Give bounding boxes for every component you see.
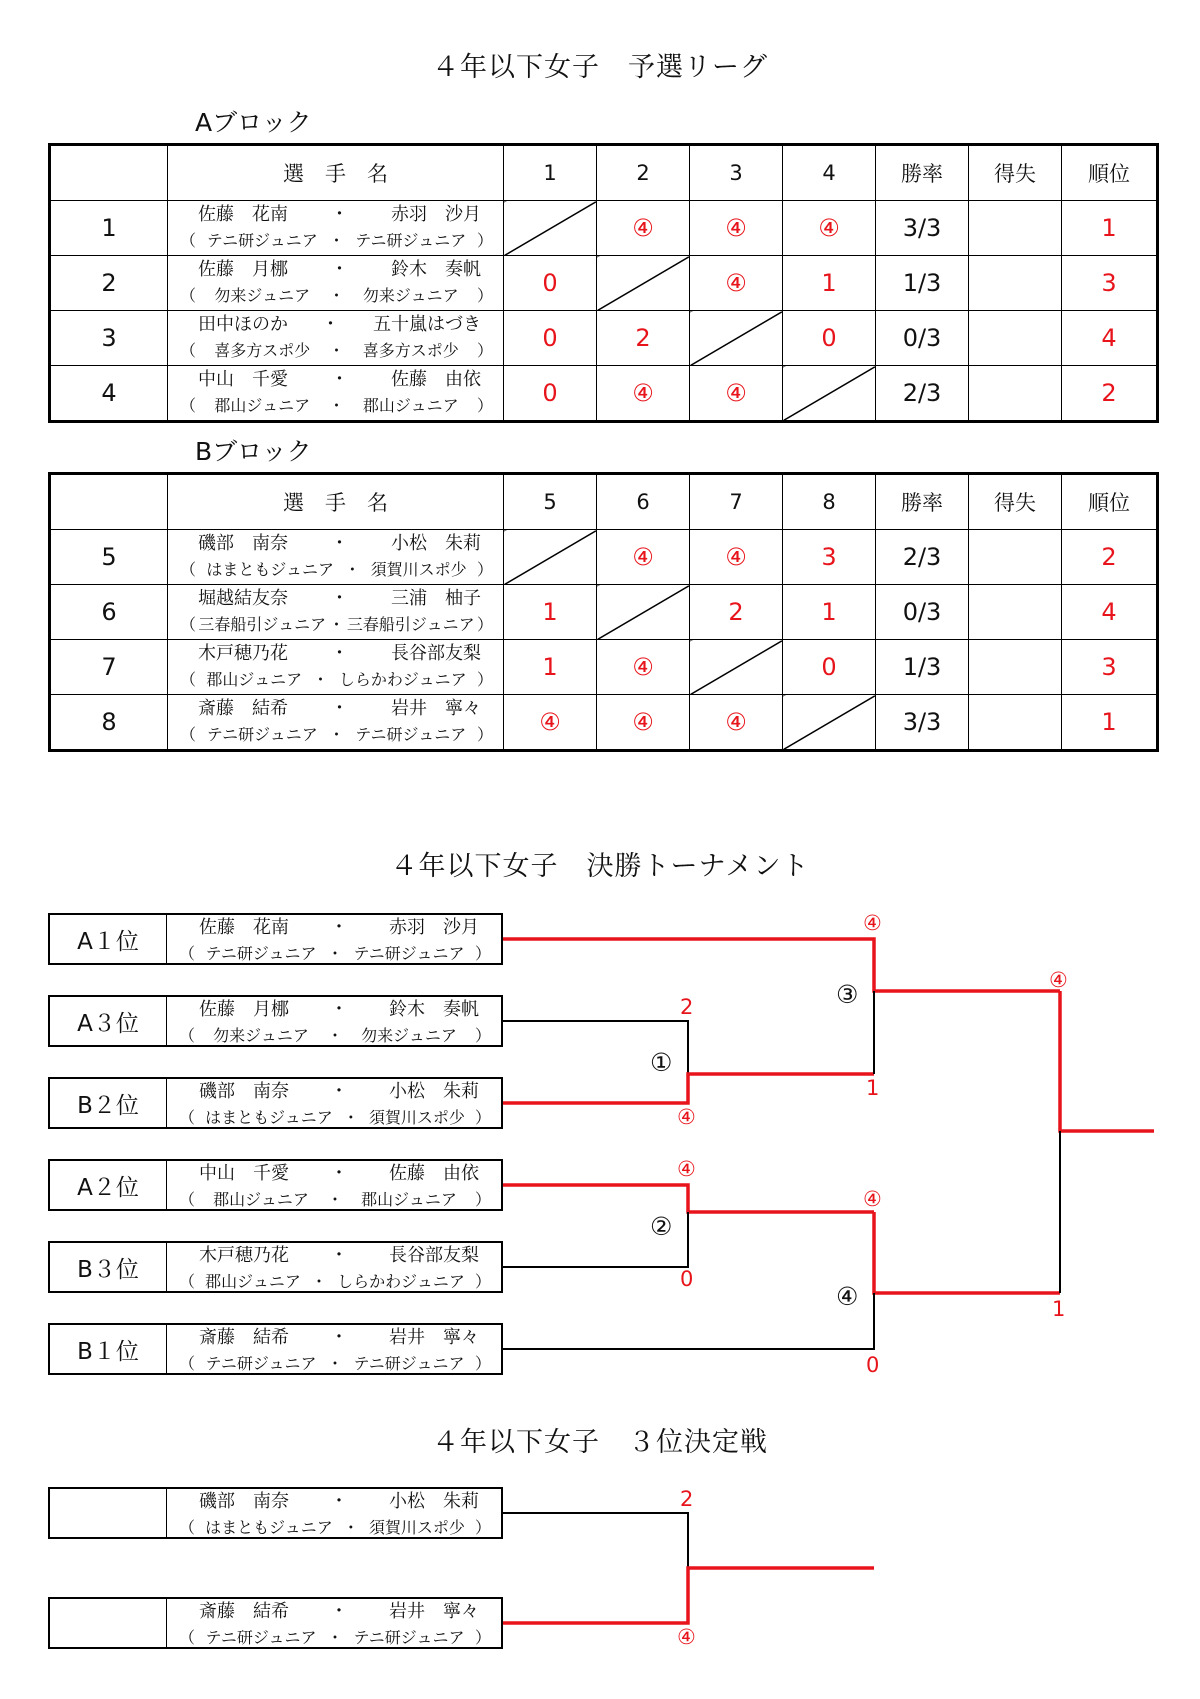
bracket-line (503, 1293, 874, 1349)
player-name: 鈴木 奏帆 (391, 259, 481, 280)
match-number: ② (650, 1212, 673, 1241)
match-score: 1 (1052, 1297, 1066, 1321)
score-cell: ④ (597, 695, 690, 751)
header-points: 得失 (969, 474, 1062, 530)
dot-separator: ・ (328, 231, 345, 250)
dot-separator: ・ (326, 1026, 343, 1045)
dot-separator: ・ (328, 396, 345, 415)
paren-open: （ (180, 725, 197, 744)
player-name: 中山 千愛 (198, 369, 288, 390)
team-name: 喜多方スポ少 (362, 341, 459, 360)
header-win-rate: 勝率 (876, 145, 969, 201)
match-number: ③ (836, 980, 859, 1009)
player-name: 小松 朱莉 (391, 533, 481, 554)
match-score: ④ (677, 1157, 696, 1181)
third-place-entry (48, 1487, 503, 1539)
win-rate-cell: 0/3 (876, 585, 969, 640)
row-no: 3 (50, 311, 168, 366)
paren-close: ） (474, 944, 491, 963)
paren-open: （ (180, 286, 197, 305)
paren-close: ） (476, 396, 493, 415)
team-name: テニ研ジュニア (353, 1354, 465, 1373)
row-no: 6 (50, 585, 168, 640)
team-name: 須賀川スポ少 (368, 1108, 465, 1127)
dot-separator: ・ (330, 204, 349, 225)
team-name: テニ研ジュニア (353, 944, 465, 963)
seed-label: A１位 (50, 915, 167, 963)
dot-separator: ・ (312, 670, 329, 689)
player-name: 佐藤 花南 (199, 917, 289, 938)
team-name: テニ研ジュニア (353, 1628, 465, 1647)
league-title: ４年以下女子 予選リーグ (432, 52, 768, 83)
paren-close: ） (476, 560, 493, 579)
team-name: 郡山ジュニア (361, 1190, 457, 1209)
score-cell: 0 (504, 366, 597, 422)
dot-separator: ・ (342, 1108, 359, 1127)
header-win-rate: 勝率 (876, 474, 969, 530)
rank-cell: 1 (1062, 201, 1158, 256)
score-cell: ④ (597, 640, 690, 695)
row-no: 7 (50, 640, 168, 695)
team-name: しらかわジュニア (338, 670, 467, 689)
player-name: 小松 朱莉 (389, 1081, 479, 1102)
dot-separator: ・ (330, 643, 349, 664)
tournament-title: ４年以下女子 決勝トーナメント (390, 851, 810, 882)
header-name: 選 手 名 (168, 474, 504, 530)
score-cell: ④ (690, 530, 783, 585)
dot-separator: ・ (330, 369, 349, 390)
match-number: ④ (836, 1282, 859, 1311)
dot-separator: ・ (328, 725, 345, 744)
team-name: 郡山ジュニア (213, 1190, 309, 1209)
team-name: テニ研ジュニア (355, 725, 467, 744)
match-score: ④ (1049, 968, 1068, 992)
player-name: 赤羽 沙月 (389, 917, 479, 938)
paren-close: ） (474, 1026, 491, 1045)
header-col: 7 (690, 474, 783, 530)
player-name: 木戸穂乃花 (198, 643, 288, 664)
header-points: 得失 (969, 145, 1062, 201)
row-no: 8 (50, 695, 168, 751)
score-cell: 1 (783, 256, 876, 311)
team-name: テニ研ジュニア (206, 231, 318, 250)
team-name: テニ研ジュニア (205, 1628, 317, 1647)
team-name: テニ研ジュニア (206, 725, 318, 744)
dot-separator: ・ (326, 1354, 343, 1373)
rank-cell: 1 (1062, 695, 1158, 751)
paren-close: ） (476, 725, 493, 744)
paren-open: （ (179, 1108, 196, 1127)
paren-close: ） (476, 670, 493, 689)
dot-separator: ・ (330, 1245, 348, 1266)
row-no: 1 (50, 201, 168, 256)
team-name: はまともジュニア (205, 1518, 333, 1537)
player-name: 斎藤 結希 (198, 698, 288, 719)
dot-separator: ・ (330, 698, 349, 719)
row-no: 2 (50, 256, 168, 311)
header-col: 6 (597, 474, 690, 530)
player-name: 小松 朱莉 (389, 1491, 479, 1512)
paren-close: ） (474, 1354, 491, 1373)
bracket-win-line (874, 1212, 1060, 1293)
seed-label: B２位 (50, 1079, 167, 1127)
player-name: 五十嵐はづき (373, 314, 481, 335)
win-rate-cell: 1/3 (876, 256, 969, 311)
dot-separator: ・ (330, 1163, 348, 1184)
win-rate-cell: 3/3 (876, 695, 969, 751)
team-name: はまともジュニア (206, 560, 335, 579)
player-name: 佐藤 花南 (198, 204, 288, 225)
score-cell: 0 (504, 311, 597, 366)
bracket-line (503, 1513, 688, 1568)
paren-open: （ (179, 1190, 196, 1209)
seed-label (50, 1489, 167, 1537)
team-name: 郡山ジュニア (214, 396, 311, 415)
match-score: 2 (680, 1487, 694, 1511)
paren-close: ） (474, 1190, 491, 1209)
seed-label (50, 1599, 167, 1647)
score-cell: ④ (690, 695, 783, 751)
paren-close: ） (476, 615, 493, 634)
dot-separator: ・ (310, 1272, 327, 1291)
player-name: 岩井 寧々 (391, 698, 481, 719)
paren-open: （ (180, 615, 197, 634)
dot-separator: ・ (330, 588, 349, 609)
paren-close: ） (476, 286, 493, 305)
score-cell: ④ (690, 366, 783, 422)
paren-open: （ (179, 944, 196, 963)
player-name: 佐藤 月梛 (199, 999, 289, 1020)
score-cell: 1 (504, 640, 597, 695)
row-no: 5 (50, 530, 168, 585)
third-place-entry (48, 1597, 503, 1649)
paren-close: ） (476, 231, 493, 250)
block-a-label: Aブロック (195, 108, 312, 137)
bracket-win-line (503, 1074, 874, 1103)
header-col: 4 (783, 145, 876, 201)
paren-open: （ (180, 670, 197, 689)
team-name: テニ研ジュニア (205, 1354, 317, 1373)
player-name: 堀越結友奈 (198, 588, 288, 609)
team-name: 勿来ジュニア (362, 286, 459, 305)
score-cell: 0 (783, 640, 876, 695)
paren-open: （ (180, 231, 197, 250)
team-name: 勿来ジュニア (361, 1026, 457, 1045)
score-cell: 2 (597, 311, 690, 366)
team-name: 須賀川スポ少 (368, 1518, 465, 1537)
paren-close: ） (474, 1272, 491, 1291)
rank-cell: 2 (1062, 366, 1158, 422)
match-score: ④ (677, 1105, 696, 1129)
dot-separator: ・ (330, 917, 348, 938)
header-col: 5 (504, 474, 597, 530)
team-name: 勿来ジュニア (214, 286, 311, 305)
player-name: 岩井 寧々 (389, 1601, 479, 1622)
paren-open: （ (180, 560, 197, 579)
header-col: 8 (783, 474, 876, 530)
rank-cell: 3 (1062, 640, 1158, 695)
paren-open: （ (179, 1518, 196, 1537)
team-name: テニ研ジュニア (355, 231, 467, 250)
score-cell: ④ (597, 530, 690, 585)
seed-label: B３位 (50, 1243, 167, 1291)
paren-close: ） (474, 1108, 491, 1127)
paren-close: ） (474, 1628, 491, 1647)
bracket-win-line (1060, 991, 1154, 1131)
win-rate-cell: 0/3 (876, 311, 969, 366)
dot-separator: ・ (326, 1628, 343, 1647)
player-name: 佐藤 由依 (389, 1163, 479, 1184)
team-name: テニ研ジュニア (205, 944, 317, 963)
bracket-win-line (503, 1568, 874, 1623)
player-name: 磯部 南奈 (199, 1491, 289, 1512)
match-score: 2 (680, 995, 694, 1019)
header-rank: 順位 (1062, 145, 1158, 201)
score-cell: 0 (783, 311, 876, 366)
dot-separator: ・ (326, 944, 343, 963)
match-score: 0 (680, 1267, 694, 1291)
win-rate-cell: 3/3 (876, 201, 969, 256)
dot-separator: ・ (330, 1601, 348, 1622)
win-rate-cell: 2/3 (876, 366, 969, 422)
block-b-label: Bブロック (195, 437, 312, 466)
player-name: 赤羽 沙月 (391, 204, 481, 225)
team-name: 喜多方スポ少 (214, 341, 311, 360)
team-name: しらかわジュニア (337, 1272, 465, 1291)
pair-cell (167, 1599, 501, 1647)
player-name: 岩井 寧々 (389, 1327, 479, 1348)
seed-label: A２位 (50, 1161, 167, 1209)
header-name: 選 手 名 (168, 145, 504, 201)
team-name: 郡山ジュニア (206, 670, 303, 689)
header-col: 2 (597, 145, 690, 201)
player-name: 磯部 南奈 (198, 533, 288, 554)
match-number: ① (650, 1048, 673, 1077)
player-name: 中山 千愛 (199, 1163, 289, 1184)
dot-separator: ・ (330, 999, 348, 1020)
row-no: 4 (50, 366, 168, 422)
third-place-title: ４年以下女子 ３位決定戦 (432, 1427, 768, 1458)
win-rate-cell: 2/3 (876, 530, 969, 585)
score-cell: ④ (597, 201, 690, 256)
rank-cell: 4 (1062, 585, 1158, 640)
team-name: 勿来ジュニア (213, 1026, 309, 1045)
player-name: 佐藤 月梛 (198, 259, 288, 280)
player-name: 木戸穂乃花 (199, 1245, 289, 1266)
score-cell: ④ (504, 695, 597, 751)
dot-separator: ・ (330, 1491, 348, 1512)
header-col: 1 (504, 145, 597, 201)
player-name: 斎藤 結希 (199, 1601, 289, 1622)
dot-separator: ・ (330, 1327, 348, 1348)
team-name: はまともジュニア (205, 1108, 333, 1127)
player-name: 斎藤 結希 (199, 1327, 289, 1348)
player-name: 長谷部友梨 (389, 1245, 479, 1266)
dot-separator: ・ (330, 533, 349, 554)
paren-open: （ (179, 1272, 196, 1291)
paren-open: （ (179, 1628, 196, 1647)
score-cell: 1 (783, 585, 876, 640)
team-name: 郡山ジュニア (205, 1272, 301, 1291)
player-name: 三浦 柚子 (391, 588, 481, 609)
dot-separator: ・ (328, 341, 345, 360)
score-cell: ④ (690, 201, 783, 256)
bracket-win-line (503, 1185, 874, 1212)
dot-separator: ・ (328, 286, 345, 305)
rank-cell: 2 (1062, 530, 1158, 585)
match-score: ④ (863, 1187, 882, 1211)
player-name: 磯部 南奈 (199, 1081, 289, 1102)
header-col: 3 (690, 145, 783, 201)
score-cell: ④ (597, 366, 690, 422)
paren-open: （ (179, 1354, 196, 1373)
dot-separator: ・ (328, 615, 345, 634)
score-cell: 0 (504, 256, 597, 311)
rank-cell: 3 (1062, 256, 1158, 311)
dot-separator: ・ (344, 560, 361, 579)
match-score: 1 (866, 1076, 880, 1100)
score-cell: ④ (783, 201, 876, 256)
pair-cell (167, 1489, 501, 1537)
win-rate-cell: 1/3 (876, 640, 969, 695)
team-name: 三春船引ジュニア (198, 615, 327, 634)
bracket-win-line (503, 939, 1060, 991)
team-name: 三春船引ジュニア (346, 615, 475, 634)
rank-cell: 4 (1062, 311, 1158, 366)
paren-open: （ (180, 396, 197, 415)
score-cell: 2 (690, 585, 783, 640)
paren-open: （ (180, 341, 197, 360)
dot-separator: ・ (330, 1081, 348, 1102)
match-score: 0 (866, 1353, 880, 1377)
score-cell: 1 (504, 585, 597, 640)
player-name: 長谷部友梨 (391, 643, 481, 664)
seed-label: B１位 (50, 1325, 167, 1373)
dot-separator: ・ (342, 1518, 359, 1537)
player-name: 鈴木 奏帆 (389, 999, 479, 1020)
paren-open: （ (179, 1026, 196, 1045)
seed-label: A３位 (50, 997, 167, 1045)
team-name: 郡山ジュニア (362, 396, 459, 415)
score-cell: 3 (783, 530, 876, 585)
paren-close: ） (476, 341, 493, 360)
team-name: 須賀川スポ少 (370, 560, 467, 579)
player-name: 田中ほのか (198, 314, 288, 335)
paren-close: ） (474, 1518, 491, 1537)
dot-separator: ・ (330, 259, 349, 280)
match-score: ④ (677, 1625, 696, 1649)
player-name: 佐藤 由依 (391, 369, 481, 390)
dot-separator: ・ (321, 314, 340, 335)
header-rank: 順位 (1062, 474, 1158, 530)
dot-separator: ・ (326, 1190, 343, 1209)
match-score: ④ (863, 911, 882, 935)
score-cell: ④ (690, 256, 783, 311)
